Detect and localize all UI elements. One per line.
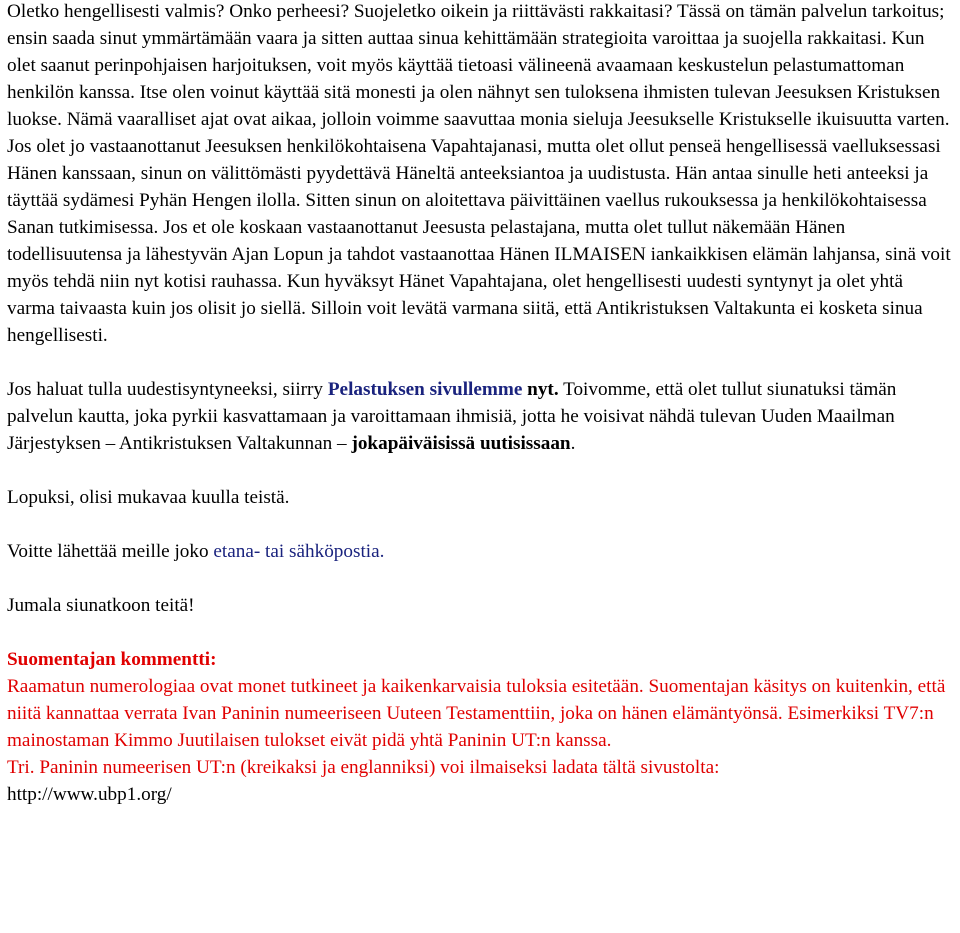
- rebirth-paragraph: [7, 376, 954, 457]
- rebirth-end: .: [570, 433, 576, 454]
- spacer: [7, 511, 954, 538]
- closing-blessing: Jumala siunatkoon teitä!: [7, 595, 195, 616]
- daily-news-bold: jokapäiväisissä uutisissaan: [351, 433, 571, 454]
- rebirth-text-before: Jos haluat tulla uudestisyntyneeksi, siirry: [7, 379, 328, 400]
- spacer: [7, 349, 954, 376]
- translator-comment: Raamatun numerologiaa ovat monet tutkineet ja kaikenkarvaisia tuloksia esitetään. Suomentajan käsitys on kuitenkin, että niitä kannattaa verrata Ivan Paninin numeeriseen Uuteen Testamenttiin, joka on hänen elämäntyönsä. Esimerkiksi TV7:n mainostaman Kimmo Juutilaisen tulokset eivät pidä yhtä Paninin UT:n kanssa.: [7, 676, 946, 751]
- download-url[interactable]: http://www.ubp1.org/: [7, 784, 172, 805]
- closing-line-1: Lopuksi, olisi mukavaa kuulla teistä.: [7, 487, 290, 508]
- intro-paragraph: Oletko hengellisesti valmis? Onko perheesi? Suojeletko oikein ja riittävästi rakkaitasi? Tässä on tämän palvelun tarkoitus; ensin saada sinut ymmärtämään vaara ja sitten auttaa sinua kehittämään strategioita varoittaa ja suojella rakkaitasi. Kun olet saanut perinpohjaisen harjoituksen, voit myös käyttää tietoasi välineenä avaamaan keskustelun pelastumattoman henkilön kanssa. Itse olen voinut käyttää sitä monesti ja olen nähnyt sen tuloksena ihmisten tulevan Jeesuksen Kristuksen luokse. Nämä vaaralliset ajat ovat aikaa, jolloin voimme saavuttaa monia sieluja Jeesukselle Kristukselle ikuisuutta varten. Jos olet jo vastaanottanut Jeesuksen henkilökohtaisena Vapahtajanasi, mutta olet ollut penseä hengellisessä vaelluksessasi Hänen kanssaan, sinun on välittömästi pyydettävä Häneltä anteeksiantoa ja uudistusta. Hän antaa sinulle heti anteeksi ja täyttää sydämesi Pyhän Hengen ilolla. Sitten sinun on aloitettava päivittäinen vaellus rukouksessa ja henkilökohtaisessa Sanan tutkimisessa. Jos et ole koskaan vastaanottanut Jeesusta pelastajana, mutta olet tullut näkemään Hänen todellisuutensa ja lähestyvän Ajan Lopun ja tahdot vastaanottaa Hänen ILMAISEN iankaikkisen elämän lahjansa, sinä voit myös tehdä niin nyt kotisi rauhassa. Kun hyväksyt Hänet Vapahtajana, olet hengellisesti uudesti syntynyt ja olet yhtä varma taivaasta kuin jos olisit jo siellä. Silloin voit levätä varmana siitä, että Antikristuksen Valtakunta ei kosketa sinua hengellisesti.: [7, 1, 951, 346]
- closing-line-2-text: Voitte lähettää meille joko: [7, 541, 214, 562]
- translator-download-note: Tri. Paninin numeerisen UT:n (kreikaksi ja englanniksi) voi ilmaiseksi ladata tältä sivustolta:: [7, 757, 720, 778]
- spacer: [7, 619, 954, 646]
- contact-link[interactable]: etana- tai sähköpostia.: [213, 541, 385, 562]
- spacer: [7, 565, 954, 592]
- translator-heading: Suomentajan kommentti:: [7, 649, 217, 670]
- salvation-page-link[interactable]: Pelastuksen sivullemme: [327, 379, 523, 400]
- spacer: [7, 457, 954, 484]
- rebirth-text-after: Toivomme, että olet tullut siunatuksi tämän palvelun kautta, joka pyrkii kasvattamaan ja varoittamaan ihmisiä, jotta he voisivat nähdä tulevan Uuden Maailman Järjestyksen – Antikristuksen Valtakunnan –: [7, 379, 897, 454]
- closing-line-2: [7, 538, 954, 565]
- rebirth-bold-now: nyt.: [522, 379, 559, 400]
